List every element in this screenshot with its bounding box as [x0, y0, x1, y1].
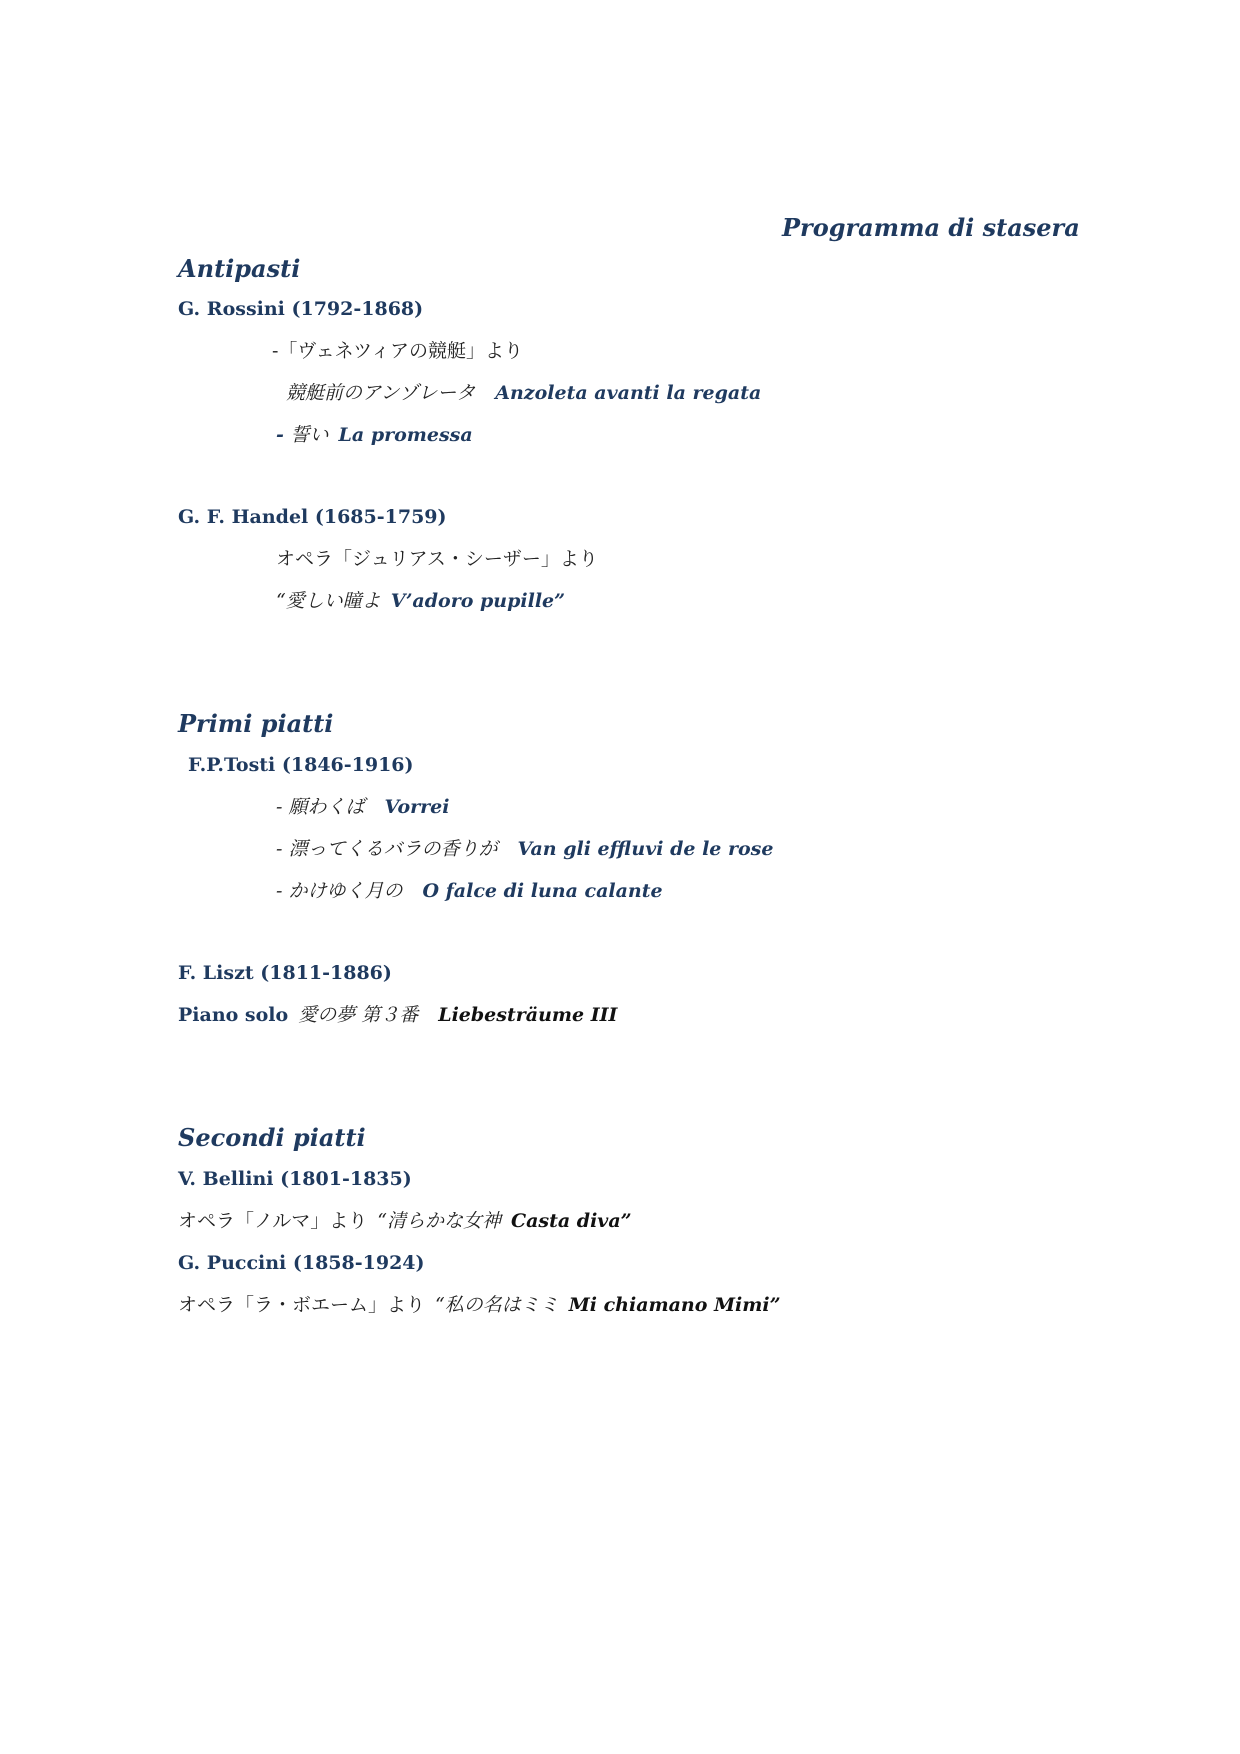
- composer-liszt: F. Liszt (1811-1886): [178, 962, 392, 984]
- tosti-item-1: [276, 798, 449, 817]
- section-heading-secondi: Secondi piatti: [178, 1123, 366, 1152]
- rossini-line2: [286, 384, 761, 403]
- liszt-line: [178, 1006, 617, 1025]
- section-heading-primi: Primi piatti: [178, 709, 334, 738]
- tosti-item3-it: O falce di luna calante: [422, 880, 663, 902]
- rossini-line2-it: Anzoleta avanti la regata: [495, 382, 762, 404]
- composer-tosti: F.P.Tosti (1846-1916): [188, 754, 414, 776]
- composer-puccini: G. Puccini (1858-1924): [178, 1252, 425, 1274]
- program-title: Programma di stasera: [782, 213, 1080, 242]
- bellini-line-jp: オペラ「ノルマ」より: [178, 1210, 368, 1232]
- bellini-line-it: Casta diva”: [510, 1210, 632, 1232]
- puccini-line-it: Mi chiamano Mimi”: [568, 1294, 781, 1316]
- tosti-item-2: [276, 840, 773, 859]
- handel-line1: オペラ「ジュリアス・シーザー」より: [276, 548, 598, 570]
- handel-line2-jp: “愛しい瞳よ: [276, 590, 381, 612]
- tosti-item3-jp: - かけゆく月の: [276, 880, 403, 902]
- liszt-jp: 愛の夢 第３番: [298, 1004, 419, 1026]
- section-heading-antipasti: Antipasti: [178, 254, 301, 283]
- tosti-item1-jp: - 願わくば: [276, 796, 365, 818]
- tosti-item1-it: Vorrei: [384, 796, 450, 818]
- rossini-line3-it: La promessa: [338, 424, 473, 446]
- tosti-item-3: [276, 882, 663, 901]
- tosti-item2-jp: - 漂ってくるバラの香りが: [276, 838, 498, 860]
- rossini-line1: -「ヴェネツィアの競艇」より: [272, 340, 523, 362]
- rossini-line3: [276, 426, 473, 445]
- bellini-line: [178, 1212, 632, 1231]
- composer-bellini: V. Bellini (1801-1835): [178, 1168, 412, 1190]
- rossini-line3-jp: 誓い: [290, 424, 329, 446]
- liszt-it: Liebesträume III: [438, 1004, 618, 1026]
- composer-handel: G. F. Handel (1685-1759): [178, 506, 447, 528]
- puccini-line-jp: オペラ「ラ・ボエーム」より: [178, 1294, 426, 1316]
- tosti-item2-it: Van gli effluvi de le rose: [517, 838, 774, 860]
- puccini-line: [178, 1296, 781, 1315]
- handel-line2: [276, 592, 565, 611]
- puccini-line-jp2: “私の名はミミ: [435, 1294, 559, 1316]
- rossini-line3-dash: -: [276, 424, 291, 446]
- liszt-label: Piano solo: [178, 1004, 289, 1026]
- handel-line2-it: V’adoro pupille”: [390, 590, 566, 612]
- rossini-line2-jp: 競艇前のアンゾレータ: [286, 382, 476, 404]
- bellini-line-jp2: “清らかな女神: [377, 1210, 501, 1232]
- composer-rossini: G. Rossini (1792-1868): [178, 298, 424, 320]
